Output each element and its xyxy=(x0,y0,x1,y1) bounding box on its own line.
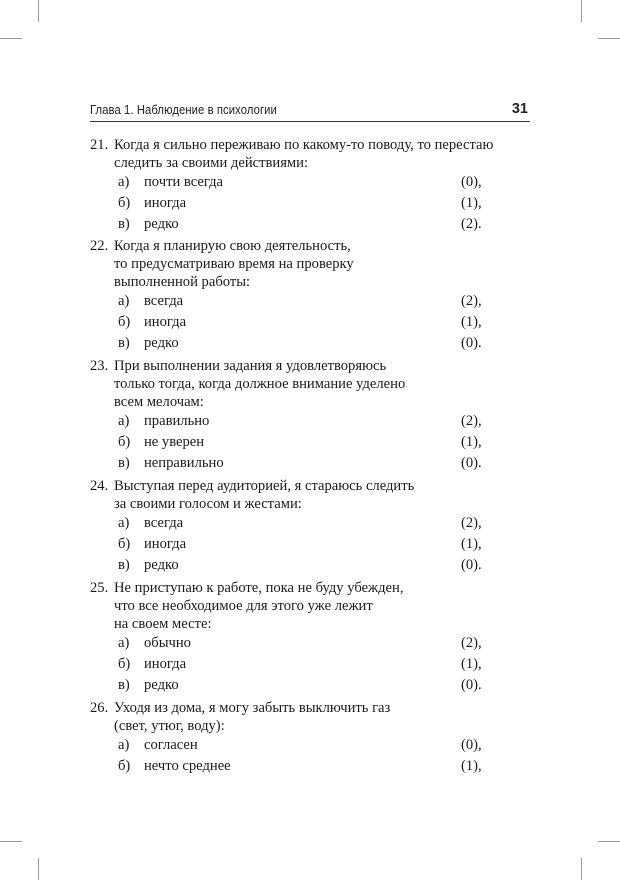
question-23 xyxy=(90,357,530,411)
question-number: 24. xyxy=(90,478,109,494)
question-text: Уходя из дома, я могу забыть выключить газ xyxy=(114,700,391,716)
crop-mark xyxy=(581,858,582,880)
question-number: 25. xyxy=(90,580,109,596)
header-rule xyxy=(90,121,530,122)
question-text: При выполнении задания я удовлетворяюсь xyxy=(114,358,387,374)
answer-option xyxy=(118,216,488,236)
crop-mark xyxy=(0,841,22,842)
chapter-title: Глава 1. Наблюдение в психологии xyxy=(90,103,277,117)
option-letter: б) xyxy=(118,536,131,552)
answer-option xyxy=(118,536,488,556)
option-letter: б) xyxy=(118,195,131,211)
crop-mark xyxy=(598,841,620,842)
option-text: всегда xyxy=(144,515,184,531)
question-22 xyxy=(90,237,530,291)
option-score: (1), xyxy=(461,758,482,774)
option-text: всегда xyxy=(144,293,184,309)
question-text: Не приступаю к работе, пока не буду убежден, xyxy=(114,580,404,596)
crop-mark xyxy=(581,0,582,22)
option-score: (2), xyxy=(461,515,482,531)
answer-option xyxy=(118,656,488,676)
option-letter: в) xyxy=(118,216,130,232)
option-score: (0), xyxy=(461,174,482,190)
question-text: Когда я планирую свою деятельность, xyxy=(114,238,351,254)
option-letter: а) xyxy=(118,737,130,753)
page-number: 31 xyxy=(511,101,528,117)
answer-option xyxy=(118,434,488,454)
answer-option xyxy=(118,174,488,194)
option-text: иногда xyxy=(144,656,187,672)
option-text: неправильно xyxy=(144,455,224,471)
option-letter: б) xyxy=(118,434,131,450)
question-text: выполненной работы: xyxy=(114,274,251,290)
question-text: следить за своими действиями: xyxy=(114,155,309,171)
crop-mark xyxy=(38,0,39,22)
answer-option xyxy=(118,635,488,655)
answer-option xyxy=(118,195,488,215)
option-score: (1), xyxy=(461,536,482,552)
option-letter: в) xyxy=(118,557,130,573)
option-letter: б) xyxy=(118,758,131,774)
option-text: редко xyxy=(144,216,179,232)
option-letter: б) xyxy=(118,656,131,672)
option-letter: а) xyxy=(118,413,130,429)
option-letter: в) xyxy=(118,335,130,351)
question-text: Когда я сильно переживаю по какому-то поводу, то перестаю xyxy=(114,137,494,153)
option-text: редко xyxy=(144,335,179,351)
crop-mark xyxy=(598,38,620,39)
crop-mark xyxy=(0,38,22,39)
question-text: на своем месте: xyxy=(114,616,212,632)
option-letter: а) xyxy=(118,174,130,190)
option-score: (1), xyxy=(461,656,482,672)
question-text: всем мелочам: xyxy=(114,394,204,410)
question-text: только тогда, когда должное внимание уделено xyxy=(114,376,406,392)
question-text: (свет, утюг, воду): xyxy=(114,718,225,734)
option-text: согласен xyxy=(144,737,198,753)
option-score: (1), xyxy=(461,195,482,211)
option-score: (2), xyxy=(461,293,482,309)
option-score: (2), xyxy=(461,413,482,429)
option-text: иногда xyxy=(144,314,187,330)
answer-option xyxy=(118,557,488,577)
option-letter: б) xyxy=(118,314,131,330)
answer-option xyxy=(118,515,488,535)
option-text: редко xyxy=(144,557,179,573)
option-letter: в) xyxy=(118,677,130,693)
option-score: (1), xyxy=(461,434,482,450)
option-text: не уверен xyxy=(144,434,205,450)
option-score: (0). xyxy=(461,335,482,351)
option-text: нечто среднее xyxy=(144,758,231,774)
answer-option xyxy=(118,677,488,697)
option-text: редко xyxy=(144,677,179,693)
question-text: что все необходимое для этого уже лежит xyxy=(114,598,373,614)
answer-option xyxy=(118,758,488,778)
answer-option xyxy=(118,737,488,757)
option-score: (1), xyxy=(461,314,482,330)
answer-option xyxy=(118,335,488,355)
option-letter: а) xyxy=(118,635,130,651)
running-header xyxy=(90,100,530,120)
question-number: 26. xyxy=(90,700,109,716)
option-letter: в) xyxy=(118,455,130,471)
question-26 xyxy=(90,699,530,735)
question-text: то предусматриваю время на проверку xyxy=(114,256,354,272)
option-letter: а) xyxy=(118,293,130,309)
option-text: иногда xyxy=(144,195,187,211)
option-text: обычно xyxy=(144,635,191,651)
option-score: (0). xyxy=(461,557,482,573)
option-text: иногда xyxy=(144,536,187,552)
question-21 xyxy=(90,136,530,172)
answer-option xyxy=(118,413,488,433)
option-text: правильно xyxy=(144,413,210,429)
question-text: за своими голосом и жестами: xyxy=(114,496,302,512)
option-score: (0). xyxy=(461,455,482,471)
question-25 xyxy=(90,579,530,633)
option-score: (2). xyxy=(461,216,482,232)
option-score: (0). xyxy=(461,677,482,693)
question-number: 21. xyxy=(90,137,109,153)
answer-option xyxy=(118,314,488,334)
option-letter: а) xyxy=(118,515,130,531)
answer-option xyxy=(118,293,488,313)
crop-mark xyxy=(38,858,39,880)
answer-option xyxy=(118,455,488,475)
question-text: Выступая перед аудиторией, я стараюсь следить xyxy=(114,478,415,494)
option-text: почти всегда xyxy=(144,174,224,190)
option-score: (2), xyxy=(461,635,482,651)
option-score: (0), xyxy=(461,737,482,753)
question-24 xyxy=(90,477,530,513)
question-number: 23. xyxy=(90,358,109,374)
question-number: 22. xyxy=(90,238,109,254)
